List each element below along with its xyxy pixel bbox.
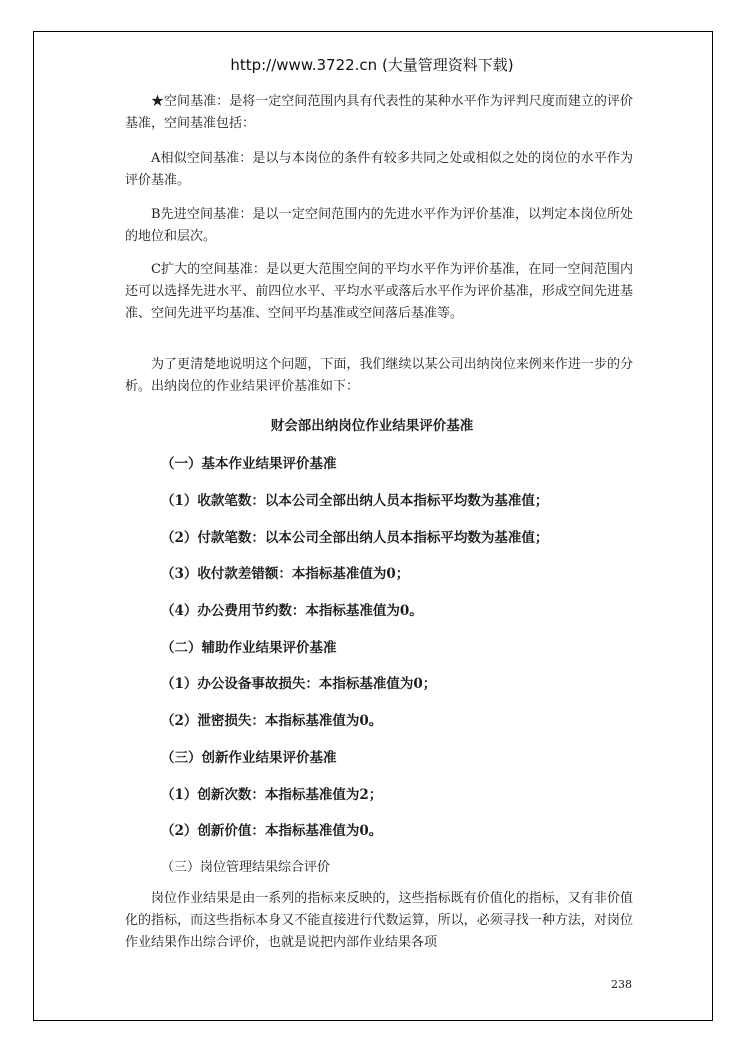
list-item: （二）辅助作业结果评价基准 [161, 640, 337, 656]
list-item: （2）泄密损失：本指标基准值为0。 [161, 713, 383, 729]
list-item: （2）创新价值：本指标基准值为0。 [161, 823, 383, 839]
paragraph-space-standard: ★空间基准：是将一定空间范围内具有代表性的某种水平作为评判尺度而建立的评价基准，空间基准包括： [125, 94, 633, 131]
list-item: （一）基本作业结果评价基准 [161, 456, 337, 472]
list-item: （2）付款笔数：以本公司全部出纳人员本指标平均数为基准值； [161, 530, 549, 546]
subheading: （三）岗位管理结果综合评价 [161, 860, 331, 875]
paragraph-intro: 为了更清楚地说明这个问题，下面，我们继续以某公司出纳岗位来例来作进一步的分析。出纳岗位的作业结果评价基准如下： [125, 357, 633, 394]
paragraph-similar-standard: A相似空间基准：是以与本岗位的条件有较多共同之处或相似之处的岗位的水平作为评价基准。 [125, 151, 633, 188]
list-item: （1）收款笔数：以本公司全部出纳人员本指标平均数为基准值； [161, 493, 549, 509]
list-item: （3）收付款差错额：本指标基准值为0； [161, 566, 410, 582]
list-item: （三）创新作业结果评价基准 [161, 750, 337, 766]
paragraph-expanded-standard: C扩大的空间基准：是以更大范围空间的平均水平作为评价基准，在同一空间范围内还可以选择先进水平、前四位水平、平均水平或落后水平作为评价基准，形成空间先进基准、空间先进平均基准、空间平均基准或空间落后基准等。 [125, 262, 633, 321]
list-item: （4）办公费用节约数：本指标基准值为0。 [161, 603, 423, 619]
list-item: （1）创新次数：本指标基准值为2； [161, 787, 383, 803]
paragraph-advanced-standard: B先进空间基准：是以一定空间范围内的先进水平作为评价基准，以判定本岗位所处的地位和层次。 [125, 207, 633, 244]
section-title: 财会部出纳岗位作业结果评价基准 [270, 418, 474, 434]
header-url: http://www.3722.cn (大量管理资料下载) [230, 56, 514, 74]
paragraph-closing: 岗位作业结果是由一系列的指标来反映的，这些指标既有价值化的指标，又有非价值化的指标，而这些指标本身又不能直接进行代数运算，所以，必须寻找一种方法，对岗位作业结果作出综合评价，也就是说把内部作业结果各项 [125, 891, 633, 950]
page-number: 238 [611, 978, 632, 991]
list-item: （1）办公设备事故损失：本指标基准值为0； [161, 676, 437, 692]
